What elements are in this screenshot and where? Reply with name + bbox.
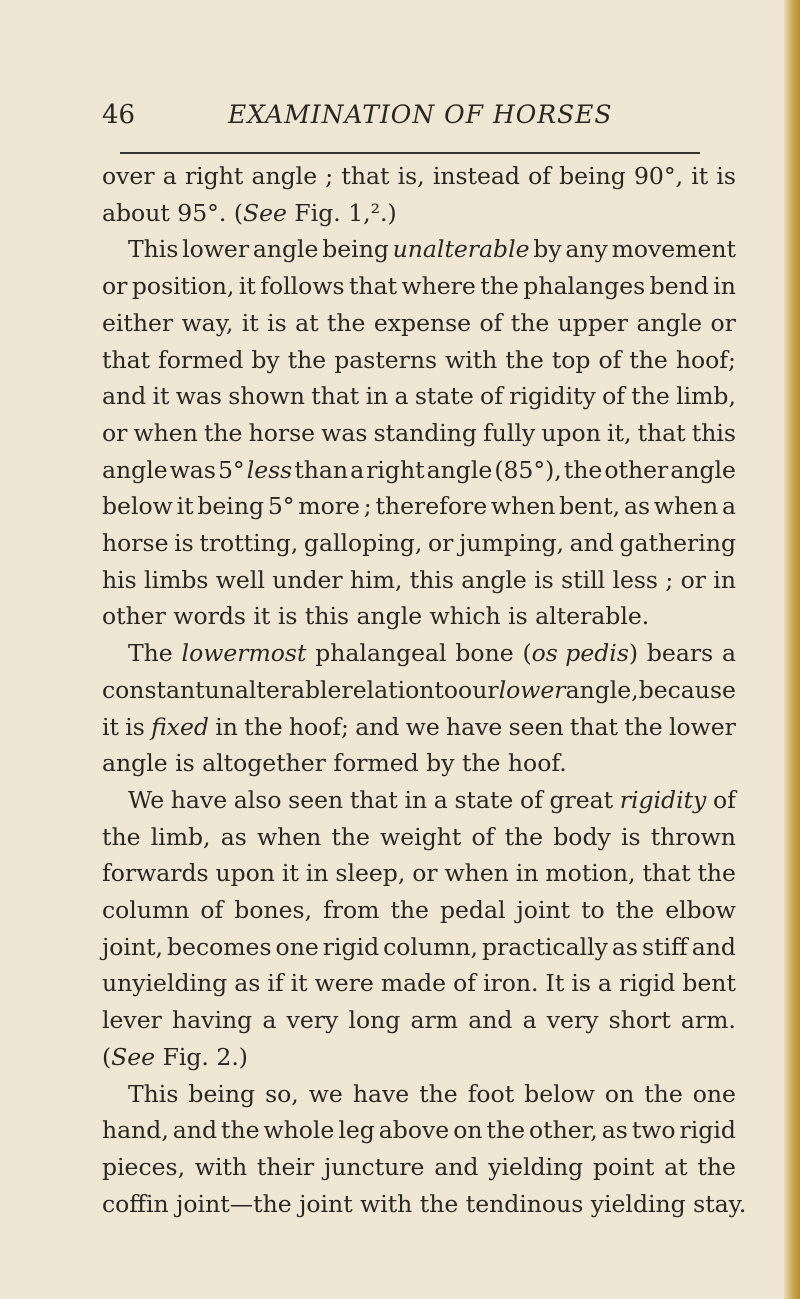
word: if [267,969,284,998]
word: rigid [322,932,380,961]
page-header [102,100,722,140]
word: short [608,1006,671,1035]
word: was [175,382,222,411]
word: angle [636,308,703,337]
word: joint, [102,932,163,961]
word: and [102,382,147,411]
word: or [428,529,454,558]
word: the [480,272,519,301]
word: one [275,932,319,961]
word: as [611,932,638,961]
italic-word: rigidity [619,785,707,814]
word: follows [260,272,345,301]
word: or [680,565,706,594]
word: limb, [676,382,736,411]
word: a [262,1006,277,1035]
text-line: other words it is this angle which is alterable. [102,602,650,631]
word: it [281,859,299,888]
word: the [631,382,670,411]
word: hoof; [675,345,736,374]
word: 90°, [633,162,684,190]
word: is [620,822,641,851]
body-text [102,158,747,1222]
word: is [174,529,194,558]
italic-word: fixed [151,712,209,741]
word: of [480,382,503,411]
word: one [692,1079,736,1108]
word: rigid [618,969,676,998]
word: as [623,492,651,521]
word: with [445,345,498,374]
word: in [713,565,736,594]
text-line: coffin joint—the joint with the tendinous yielding stay. [102,1189,747,1218]
word: is [716,162,736,190]
word: their [256,1152,315,1181]
word: the [326,308,366,337]
word: being [197,492,265,521]
word: the [697,1152,736,1181]
word: the [510,308,550,337]
word: stiff [642,932,688,961]
word: becomes [167,932,272,961]
word: it [290,969,308,998]
text-line [102,965,736,1002]
running-title: EXAMINATION OF HORSES [228,100,613,129]
word: as [220,822,247,851]
text-line [102,819,736,856]
word: on [453,1116,483,1145]
text-line [102,305,736,342]
word: a [721,492,736,521]
word: bones, [234,896,313,925]
word: so, [265,1079,299,1108]
word: this [409,565,454,594]
word: the [419,1079,458,1108]
word: elbow [665,896,736,925]
word: under [272,565,343,594]
word: fully [483,418,536,447]
word: weight [380,822,462,851]
text-line [102,1002,736,1039]
word: and [691,932,736,961]
text-line [102,488,736,525]
word: the [505,345,544,374]
word: gathering [619,529,736,558]
word: the [644,1079,683,1108]
word: the [629,345,668,374]
word: in [515,859,539,888]
word: in [365,382,389,411]
text-line [102,378,736,415]
word: foot [467,1079,515,1108]
word: hand, [102,1116,169,1145]
word: in [713,272,736,301]
word: horse [248,418,316,447]
word: right [184,162,244,190]
word: more [298,492,360,521]
word: the [486,1116,525,1145]
word: in [305,859,329,888]
word: and [468,1006,513,1035]
word: at [664,1152,688,1181]
word: sleep, [335,859,406,888]
italic-word: less [246,455,293,484]
word: and [172,1116,217,1145]
word: as [601,1116,628,1145]
word: it [241,308,259,337]
text-line: We have also seen that in a state of great rigidity of [102,782,736,819]
word: angle [461,565,527,594]
word: bend [649,272,709,301]
word: of [528,162,551,190]
word: forwards [102,859,209,888]
word: have [352,1079,410,1108]
word: bent [682,969,736,998]
word: ; [665,565,674,594]
word: the [331,822,370,851]
word: jumping, [459,529,564,558]
italic-word: lower [498,675,566,704]
italic-see: See [111,1042,156,1071]
word: limb, [150,822,211,851]
word: a [597,969,612,998]
text-line [102,1076,736,1113]
page-number: 46 [102,100,136,130]
word: over [102,162,155,190]
text-line [102,855,736,892]
word: rigidity [509,382,596,411]
word: is [267,308,287,337]
word: having [172,1006,253,1035]
word: pedal [439,896,506,925]
word: when [653,492,719,521]
word: lever [102,1006,162,1035]
text-line [102,525,736,562]
text-line [102,562,736,599]
word: or [412,859,438,888]
word: of [598,345,622,374]
word: upon [215,859,275,888]
word: was [321,418,368,447]
word: yielding [488,1152,584,1181]
word: joint [516,896,571,925]
word: unyielding [102,969,228,998]
word: from [323,896,380,925]
word: a [522,1006,537,1035]
word: leg [338,1116,375,1145]
word: the [102,822,141,851]
word: state [414,382,474,411]
word: of [200,896,224,925]
text-line [102,1149,736,1186]
text-line: about 95°. (See Fig. 1,².) [102,198,397,227]
word: expense [373,308,472,337]
word: well [215,565,265,594]
text-line [102,268,736,305]
word: very [546,1006,599,1035]
word: the [504,822,544,851]
text-line [102,342,736,379]
text-line: angle is altogether formed by the hoof. [102,749,567,778]
word: motion, [545,859,636,888]
word: that [102,345,151,374]
word: formed [158,345,244,374]
word: galloping, [303,529,423,558]
word: thrown [650,822,736,851]
word: as [234,969,261,998]
word: is [571,969,591,998]
word: is [534,565,554,594]
word: the [615,896,655,925]
word: a [394,382,409,411]
word: his [102,565,137,594]
text-line [102,415,736,452]
word: column [102,896,190,925]
word: arm. [680,1006,736,1035]
text-line [102,1112,736,1149]
italic-word: os pedis [531,639,629,668]
fig-ref: Fig. 1,².) [286,198,397,227]
word: angle [251,162,318,190]
italic-see: See [243,198,287,227]
word: phalanges [523,272,646,301]
header-rule [120,152,700,154]
text-line: (See Fig. 2.) [102,1042,248,1071]
word: with [194,1152,248,1181]
word: limbs [144,565,209,594]
word: point [593,1152,655,1181]
word: where [401,272,476,301]
word: and [569,529,614,558]
word: is, [397,162,425,190]
word: the [203,418,243,447]
word: way, [181,308,234,337]
word: iron. [483,969,539,998]
word: that [348,272,398,301]
text-line: angle was 5° less than a right angle (85°), the other angle [102,452,736,489]
word: when [444,859,509,888]
word: above [378,1116,450,1145]
text-line: This lower angle being unalterable by any movement [102,231,736,268]
word: juncture [323,1152,425,1181]
word: it, [606,418,632,447]
word: horse [102,529,169,558]
word: instead [432,162,520,190]
word: of [471,822,495,851]
word: whole [263,1116,335,1145]
word: or [710,308,736,337]
word: and [434,1152,479,1181]
word: long [348,1006,401,1035]
word: standing [373,418,477,447]
word: rigid [679,1116,736,1145]
text-line: The lowermost phalangeal bone (os pedis) bears a [102,635,736,672]
word: This [128,1079,179,1108]
text-line [102,158,736,195]
word: of [479,308,503,337]
word: or [102,272,128,301]
word: bent, [559,492,621,521]
italic-word: lowermost [181,639,307,668]
word: below [524,1079,595,1108]
word: were [314,969,374,998]
word: top [551,345,591,374]
word: the [221,1116,260,1145]
word: very [286,1006,339,1035]
word: less [612,565,658,594]
text-line: constant unalterable relation to our lower angle, because [102,672,736,709]
word: of [602,382,625,411]
word: we [308,1079,343,1108]
word: other, [528,1116,598,1145]
word: 5° [267,492,295,521]
word: to [581,896,605,925]
fig-ref: Fig. 2.) [155,1042,248,1071]
word: it [176,492,194,521]
word: pasterns [334,345,438,374]
word: that [642,859,691,888]
word: it [691,162,709,190]
word: when [490,492,556,521]
word: column, [383,932,478,961]
word: being [559,162,626,190]
word: by [251,345,280,374]
word: on [604,1079,635,1108]
word: when [256,822,322,851]
word: the [287,345,327,374]
word: this [691,418,736,447]
word: practically [482,932,608,961]
word: It [545,969,565,998]
word: two [631,1116,676,1145]
word: of [453,969,476,998]
word: trotting, [199,529,299,558]
word: that [341,162,390,190]
word: him, [349,565,403,594]
word: or [102,418,128,447]
word: a [162,162,177,190]
word: made [380,969,447,998]
word: position, [131,272,235,301]
word: at [295,308,319,337]
word: it [152,382,170,411]
word: being [188,1079,256,1108]
word: upper [557,308,629,337]
word: the [697,859,736,888]
word: body [553,822,611,851]
word: either [102,308,174,337]
word: that [637,418,686,447]
word: therefore [375,492,488,521]
text-line [102,892,736,929]
word: it [238,272,256,301]
word: ; [325,162,334,190]
word: ; [363,492,372,521]
word: shown [228,382,305,411]
italic-word: unalterable [392,235,530,264]
page-edge [784,0,800,1299]
word: still [561,565,606,594]
word: pieces, [102,1152,186,1181]
word: arm [410,1006,458,1035]
word: the [390,896,429,925]
text-line: it is fixed in the hoof; and we have seen that the lower [102,709,736,746]
word: upon [541,418,601,447]
text-line [102,929,736,966]
word: that [311,382,360,411]
word: below [102,492,173,521]
word: when [133,418,198,447]
